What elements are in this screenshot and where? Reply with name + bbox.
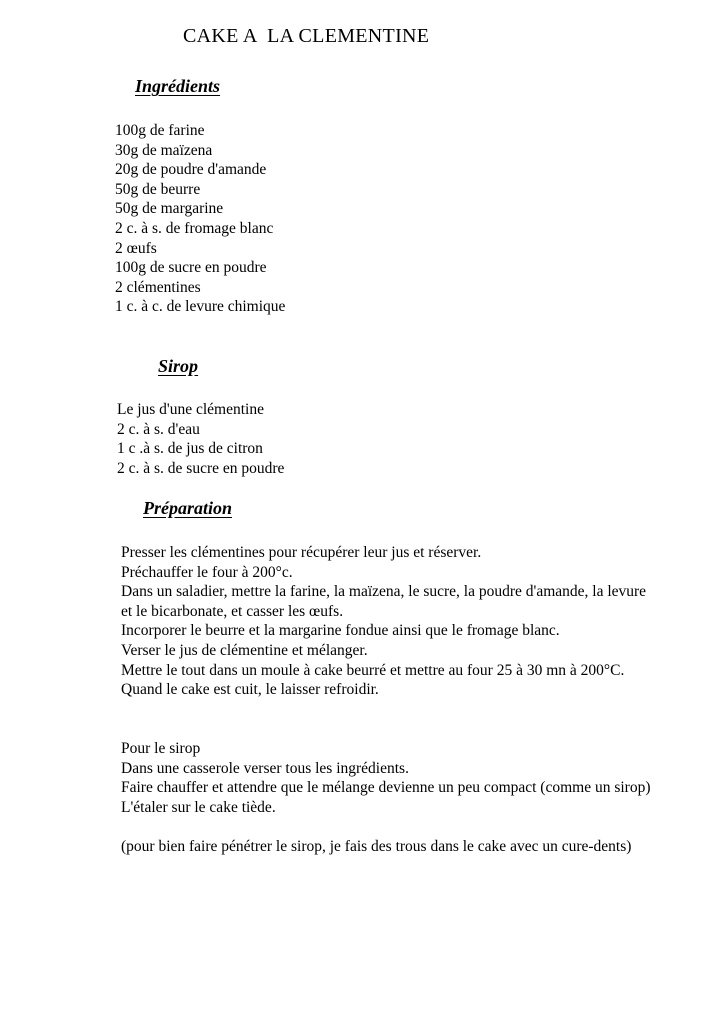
sirop-item: 2 c. à s. d'eau	[117, 420, 200, 438]
sirop-heading: Sirop	[158, 356, 199, 376]
ingredient-item: 1 c. à c. de levure chimique	[115, 298, 286, 316]
sirop-item: Le jus d'une clémentine	[117, 401, 264, 418]
ingredient-item: 100g de sucre en poudre	[115, 259, 267, 277]
tip-line: (pour bien faire pénétrer le sirop, je fais des trous dans le cake avec un cure-dents)	[121, 838, 632, 855]
syrup-line: L'étaler sur le cake tiède.	[121, 798, 276, 816]
ingredient-item: 20g de poudre d'amande	[115, 161, 267, 179]
ingredient-item: 50g de margarine	[115, 200, 224, 218]
preparation-heading: Préparation	[143, 498, 233, 518]
sirop-item: 2 c. à s. de sucre en poudre	[117, 459, 285, 477]
ingredient-item: 50g de beurre	[115, 180, 201, 198]
sirop-list	[117, 400, 284, 478]
preparation-line: Dans un saladier, mettre la farine, la maïzena, le sucre, la poudre d'amande, la levure	[121, 583, 647, 601]
ingredients-heading: Ingrédients	[135, 76, 221, 96]
syrup-steps	[121, 739, 651, 817]
ingredient-item: 2 clémentines	[115, 278, 201, 296]
preparation-line: et le bicarbonate, et casser les œufs.	[121, 602, 344, 620]
sirop-item: 1 c .à s. de jus de citron	[117, 440, 263, 458]
ingredient-item: 2 œufs	[115, 239, 157, 257]
preparation-line: Presser les clémentines pour récupérer leur jus et réserver.	[121, 544, 482, 561]
preparation-line: Verser le jus de clémentine et mélanger.	[121, 641, 368, 659]
tip-note	[121, 837, 631, 857]
ingredient-item: 2 c. à s. de fromage blanc	[115, 219, 274, 237]
recipe-title: CAKE A LA CLEMENTINE	[183, 25, 430, 47]
preparation-line: Mettre le tout dans un moule à cake beurré et mettre au four 25 à 30 mn à 200°C.	[121, 661, 625, 679]
syrup-line: Pour le sirop	[121, 740, 201, 757]
syrup-line: Dans une casserole verser tous les ingrédients.	[121, 759, 409, 777]
preparation-line: Quand le cake est cuit, le laisser refroidir.	[121, 681, 379, 699]
preparation-line: Incorporer le beurre et la margarine fondue ainsi que le fromage blanc.	[121, 622, 560, 640]
ingredients-list	[115, 121, 285, 317]
preparation-line: Préchauffer le four à 200°c.	[121, 563, 293, 581]
ingredient-item: 30g de maïzena	[115, 141, 213, 159]
syrup-line: Faire chauffer et attendre que le mélange devienne un peu compact (comme un sirop)	[121, 779, 651, 797]
ingredient-item: 100g de farine	[115, 122, 205, 139]
preparation-steps	[121, 543, 646, 700]
